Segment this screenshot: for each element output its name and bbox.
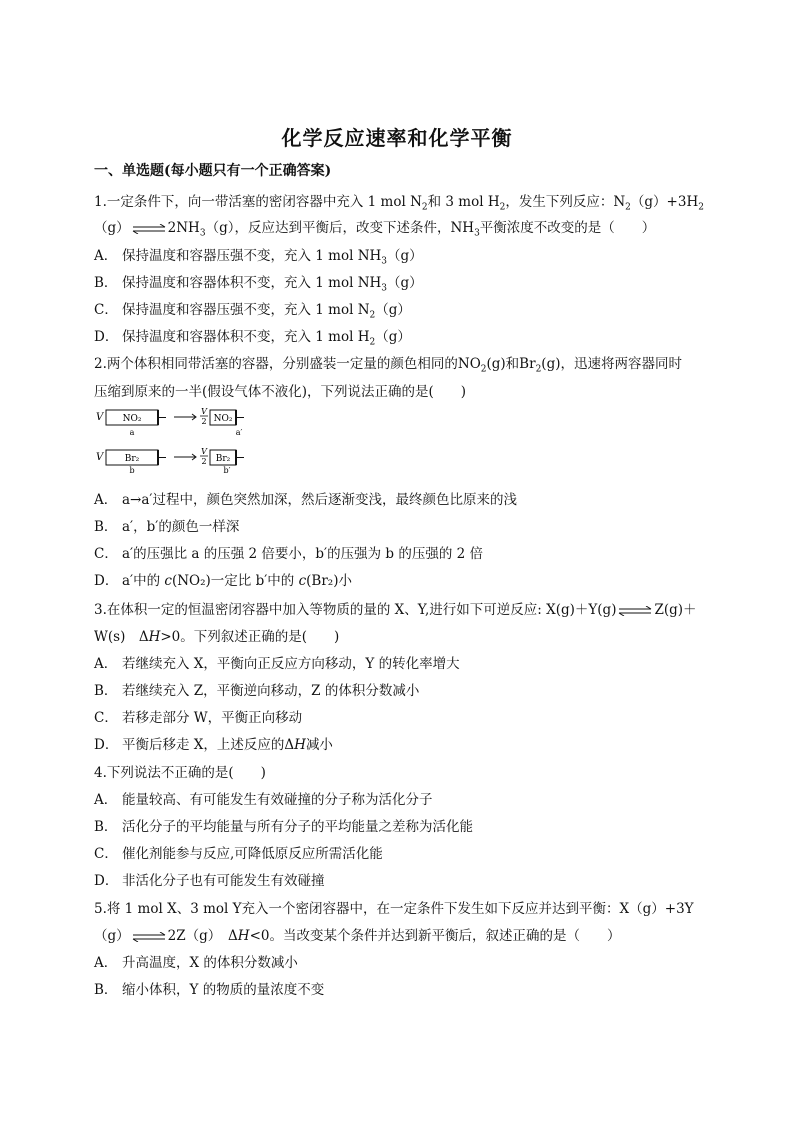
volume-label-b: V — [96, 452, 104, 463]
q3-option-d[interactable]: D． 平衡后移走 X，上述反应的ΔH减小 — [94, 737, 333, 753]
q2-option-b[interactable]: B． a′，b′的颜色一样深 — [94, 519, 240, 535]
label-b: b — [129, 466, 135, 473]
svg-text:2: 2 — [201, 457, 207, 466]
label-a-prime: a′ — [235, 428, 243, 437]
q1-stem-line2: （g） $2NH_3(g)$，反应达到平衡后，改变下述条件，$NH_3$平衡浓度不改变的是（ ） — [94, 220, 656, 239]
q1-stem-line1: 1.一定条件下，向一带活塞的密闭容器中充入 1 mol $N_2$和 3 mol $H_2$，发生下列反应：$N_2(g)+3H_2$ — [94, 194, 704, 213]
svg-text:2: 2 — [201, 417, 207, 426]
q4-option-b[interactable]: B． 活化分子的平均能量与所有分子的平均能量之差称为活化能 — [94, 819, 473, 835]
svg-text:V: V — [201, 407, 207, 416]
svg-text:V: V — [201, 447, 207, 456]
q3-option-a[interactable]: A． 若继续充入 X，平衡向正反应方向移动，Y 的转化率增大 — [94, 656, 460, 672]
section-heading: 一、单选题(每小题只有一个正确答案) — [94, 163, 332, 179]
q5-option-b[interactable]: B． 缩小体积，Y 的物质的量浓度不变 — [94, 982, 325, 998]
q4-option-a[interactable]: A． 能量较高、有可能发生有效碰撞的分子称为活化分子 — [94, 792, 433, 808]
q4-option-d[interactable]: D． 非活化分子也有可能发生有效碰撞 — [94, 873, 325, 889]
q4-stem: 4.下列说法不正确的是( ) — [94, 765, 266, 781]
page-title: 化学反应速率和化学平衡 — [281, 126, 513, 150]
br2-label-b-prime: Br₂ — [215, 454, 231, 464]
q3-stem-line1: 3.在体积一定的恒温密闭容器中加入等物质的量的 X、Y,进行如下可逆反应: X(g)＋Y(g) Z(g)＋ — [94, 602, 697, 618]
equilibrium-arrow-icon — [618, 606, 652, 616]
volume-label-a: V — [96, 412, 104, 423]
q1-option-b[interactable]: B． 保持温度和容器体积不变，充入 1 mol $NH_3(g)$ — [94, 275, 423, 294]
q4-option-c[interactable]: C． 催化剂能参与反应,可降低原反应所需活化能 — [94, 846, 383, 862]
q1-option-d[interactable]: D． 保持温度和容器体积不变，充入 1 mol $H_2(g)$ — [94, 329, 411, 348]
q3-option-c[interactable]: C． 若移走部分 W，平衡正向移动 — [94, 710, 303, 726]
q5-stem-line1: 5.将 1 mol X、3 mol Y充入一个密闭容器中，在一定条件下发生如下反应并达到平衡：X（g）+3Y — [94, 901, 694, 917]
q2-stem-line2: 压缩到原来的一半(假设气体不液化)，下列说法正确的是( ) — [94, 384, 467, 400]
q5-stem-line2: （g） 2Z（g） ΔH<0。当改变某个条件并达到新平衡后，叙述正确的是（ ） — [94, 928, 621, 944]
q2-option-d[interactable]: D． a′中的 c(NO₂)一定比 b′中的 c(Br₂)小 — [94, 573, 352, 589]
q2-stem-line1: 2.两个体积相同带活塞的容器，分别盛装一定量的颜色相同的$NO_2(g)$和$Br_2(g)$，迅速将两容器同时 — [94, 356, 682, 375]
equilibrium-arrow-icon — [132, 224, 166, 234]
q2-option-c[interactable]: C． a′的压强比 a 的压强 2 倍要小，b′的压强为 b 的压强的 2 倍 — [94, 546, 484, 562]
no2-label-a: NO₂ — [122, 414, 142, 424]
q1-option-a[interactable]: A． 保持温度和容器压强不变，充入 1 mol $NH_3(g)$ — [94, 248, 423, 267]
compression-diagram — [94, 407, 270, 473]
equilibrium-arrow-icon — [132, 932, 166, 942]
q5-option-a[interactable]: A． 升高温度，X 的体积分数减小 — [94, 955, 298, 971]
no2-label-a-prime: NO₂ — [213, 414, 233, 424]
label-a: a — [129, 428, 135, 437]
q3-stem-line2: W(s) ΔH>0。下列叙述正确的是( ) — [94, 629, 340, 645]
q3-option-b[interactable]: B． 若继续充入 Z，平衡逆向移动，Z 的体积分数减小 — [94, 683, 420, 699]
br2-label-b: Br₂ — [124, 454, 140, 464]
q1-option-c[interactable]: C． 保持温度和容器压强不变，充入 1 mol $N_2(g)$ — [94, 302, 411, 321]
label-b-prime: b′ — [223, 466, 231, 473]
q2-option-a[interactable]: A． a→a′过程中，颜色突然加深，然后逐渐变浅，最终颜色比原来的浅 — [94, 492, 517, 508]
